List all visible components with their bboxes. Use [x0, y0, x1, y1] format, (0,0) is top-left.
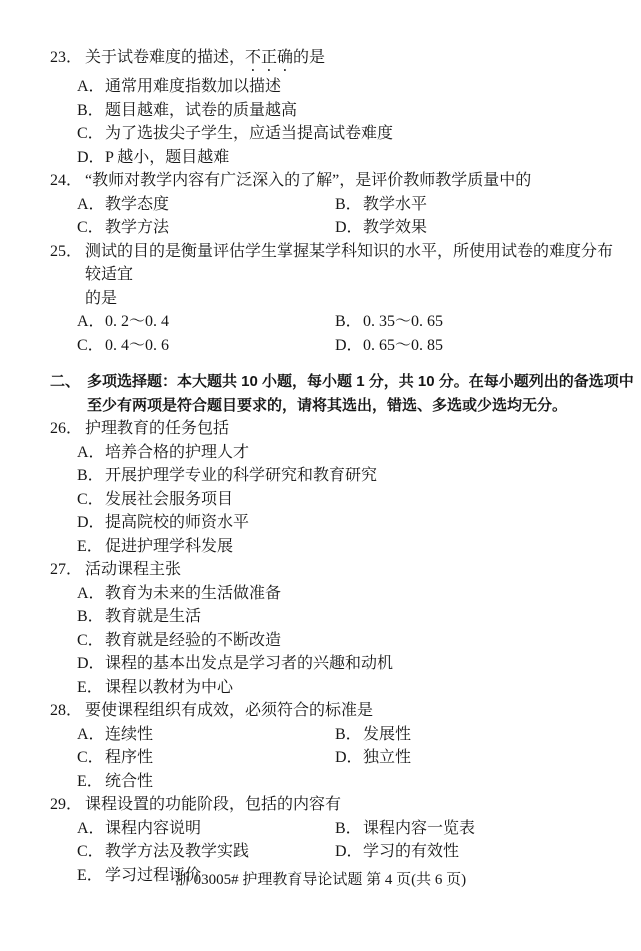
option-line — [50, 535, 615, 559]
question-line — [50, 240, 615, 287]
question-line — [50, 46, 615, 75]
option-text: 学习过程评价 — [105, 866, 202, 884]
question-number: 24． — [50, 172, 83, 189]
question-stem — [85, 699, 615, 723]
option-row — [50, 193, 615, 217]
option-row — [50, 216, 615, 240]
option-right — [335, 216, 615, 240]
option-text: 学习的有效性 — [363, 843, 460, 860]
question-number: 23． — [50, 49, 83, 66]
option-left — [77, 746, 335, 770]
option-right — [335, 840, 615, 864]
option-label: C． — [77, 749, 104, 766]
option-text: 教育就是经验的不断改造 — [105, 631, 282, 649]
option-right — [335, 334, 615, 358]
option-right — [335, 193, 615, 217]
option-label: C． — [77, 125, 104, 142]
section-text: 多项选择题：本大题共 10 小题，每小题 1 分，共 10 分。在每小题列出的备选项中 — [87, 373, 634, 390]
option-line — [50, 99, 615, 123]
stem-continuation: 的是 — [85, 289, 118, 307]
stem-text: 课程设置的功能阶段，包括的内容有 — [85, 796, 342, 813]
option-label: B． — [77, 467, 104, 484]
option-row — [50, 310, 615, 334]
option-label: E． — [77, 772, 103, 790]
option-label: D． — [335, 219, 363, 236]
stem-text: “教师对教学内容有广泛深入的了解”，是评价教师教学质量中的 — [85, 172, 532, 189]
option-text: 0. 35～0. 65 — [363, 313, 444, 330]
question-line — [50, 558, 615, 582]
option-label: C． — [77, 490, 104, 508]
option-text: 课程的基本出发点是学习者的兴趣和动机 — [105, 655, 394, 672]
option-label: C． — [77, 631, 104, 649]
option-line — [50, 441, 615, 465]
question-number: 28． — [50, 702, 83, 719]
stem-text: 测试的目的是衡量评估学生掌握某学科知识的水平，所使用试卷的难度分布较适宜 — [85, 242, 614, 283]
option-left — [77, 723, 335, 747]
option-text: 课程内容说明 — [105, 819, 202, 837]
option-text: 教学态度 — [105, 195, 170, 213]
option-row — [50, 817, 615, 841]
option-label: B． — [335, 195, 362, 213]
question-stem — [85, 793, 615, 817]
option-text: 统合性 — [105, 772, 154, 790]
option-row — [50, 334, 615, 358]
option-label: D． — [77, 514, 105, 531]
option-label: A． — [77, 725, 105, 743]
option-label: A． — [77, 195, 105, 213]
option-text: 发展社会服务项目 — [105, 490, 234, 508]
option-line — [50, 629, 615, 653]
option-text: 培养合格的护理人才 — [105, 443, 250, 461]
option-label: C． — [77, 219, 104, 236]
option-left — [77, 193, 335, 217]
question-number: 29． — [50, 796, 83, 813]
section-number: 二、 — [50, 373, 81, 390]
option-label: D． — [335, 749, 363, 766]
option-label: B． — [335, 313, 362, 330]
question-stem — [85, 46, 615, 75]
section-header — [50, 370, 634, 417]
option-label: A． — [77, 313, 105, 330]
option-text: 0. 4～0. 6 — [105, 336, 170, 354]
option-line — [50, 122, 615, 146]
option-left — [77, 216, 335, 240]
option-left — [77, 334, 335, 358]
question-line — [50, 699, 615, 723]
section-text: 至少有两项是符合题目要求的，请将其选出，错选、多选或少选均无分。 — [87, 396, 568, 414]
option-line — [50, 511, 615, 535]
option-label: E． — [77, 678, 103, 696]
option-text: 教学方法 — [105, 219, 170, 236]
option-label: C． — [77, 336, 104, 354]
page-footer: 浙 03005# 护理教育导论试题 第 4 页(共 6 页) — [174, 872, 467, 888]
option-text: 连续性 — [105, 725, 154, 743]
option-text: 教学效果 — [363, 219, 428, 236]
stem-text: 关于试卷难度的描述， — [85, 49, 246, 66]
stem-text: 要使课程组织有成效，必须符合的标准是 — [85, 702, 374, 719]
option-line — [50, 652, 615, 676]
option-right — [335, 817, 615, 841]
option-left — [77, 817, 335, 841]
stem-text: 护理教育的任务包括 — [85, 420, 230, 437]
option-label: D． — [77, 148, 105, 166]
option-label: A． — [77, 584, 105, 602]
question-line — [50, 793, 615, 817]
option-line — [50, 75, 615, 99]
question-stem — [85, 240, 615, 287]
stem-text: 活动课程主张 — [85, 561, 182, 578]
option-line — [50, 146, 615, 170]
option-text: 0. 2～0. 4 — [105, 313, 170, 330]
option-label: A． — [77, 78, 105, 95]
option-line — [50, 582, 615, 606]
option-right — [335, 310, 615, 334]
option-label: D． — [335, 336, 363, 354]
option-text: 教育就是生活 — [105, 608, 202, 625]
question-stem — [85, 558, 615, 582]
question-stem — [85, 169, 615, 193]
option-text: 提高院校的师资水平 — [105, 514, 250, 531]
option-text: 为了选拔尖子学生，应适当提高试卷难度 — [105, 125, 394, 142]
question-number: 26． — [50, 420, 83, 437]
option-label: B． — [335, 725, 362, 743]
option-left — [77, 840, 335, 864]
option-row — [50, 746, 615, 770]
stem-text: 的是 — [293, 49, 326, 66]
option-label: A． — [77, 819, 105, 837]
option-text: 发展性 — [363, 725, 412, 743]
option-label: D． — [77, 655, 105, 672]
question-line — [50, 169, 615, 193]
option-text: 教学方法及教学实践 — [105, 843, 250, 860]
exam-body — [50, 46, 634, 887]
option-text: 题目越难，试卷的质量越高 — [105, 101, 298, 119]
emphasis-text: 不正确 — [245, 49, 294, 66]
section-first-line — [50, 370, 634, 394]
option-text: 教育为未来的生活做准备 — [105, 584, 282, 602]
option-label: A． — [77, 443, 105, 461]
option-text: 开展护理学专业的科学研究和教育研究 — [105, 467, 378, 484]
question-number: 25． — [50, 242, 83, 260]
question-stem — [85, 417, 615, 441]
option-row — [50, 723, 615, 747]
option-label: B． — [77, 608, 104, 625]
option-line — [50, 488, 615, 512]
option-text: 通常用难度指数加以描述 — [105, 78, 282, 95]
option-right — [335, 723, 615, 747]
option-label: B． — [335, 819, 362, 837]
option-text: 0. 65～0. 85 — [363, 336, 444, 354]
option-right — [335, 746, 615, 770]
option-line — [50, 605, 615, 629]
option-row — [50, 840, 615, 864]
option-line — [50, 676, 615, 700]
option-text: 教学水平 — [363, 195, 428, 213]
option-text: 促进护理学科发展 — [105, 537, 234, 555]
option-label: E． — [77, 866, 103, 884]
question-number: 27． — [50, 561, 83, 578]
option-left — [77, 310, 335, 334]
option-text: 独立性 — [363, 749, 412, 766]
option-text: 课程内容一览表 — [363, 819, 476, 837]
option-line — [50, 770, 615, 794]
option-label: D． — [335, 843, 363, 860]
option-label: C． — [77, 843, 104, 860]
option-label: E． — [77, 537, 103, 555]
option-text: 程序性 — [105, 749, 154, 766]
option-line — [50, 464, 615, 488]
option-text: 课程以教材为中心 — [105, 678, 234, 696]
option-text: P 越小，题目越难 — [105, 148, 230, 166]
question-line — [50, 417, 615, 441]
option-label: B． — [77, 101, 104, 119]
